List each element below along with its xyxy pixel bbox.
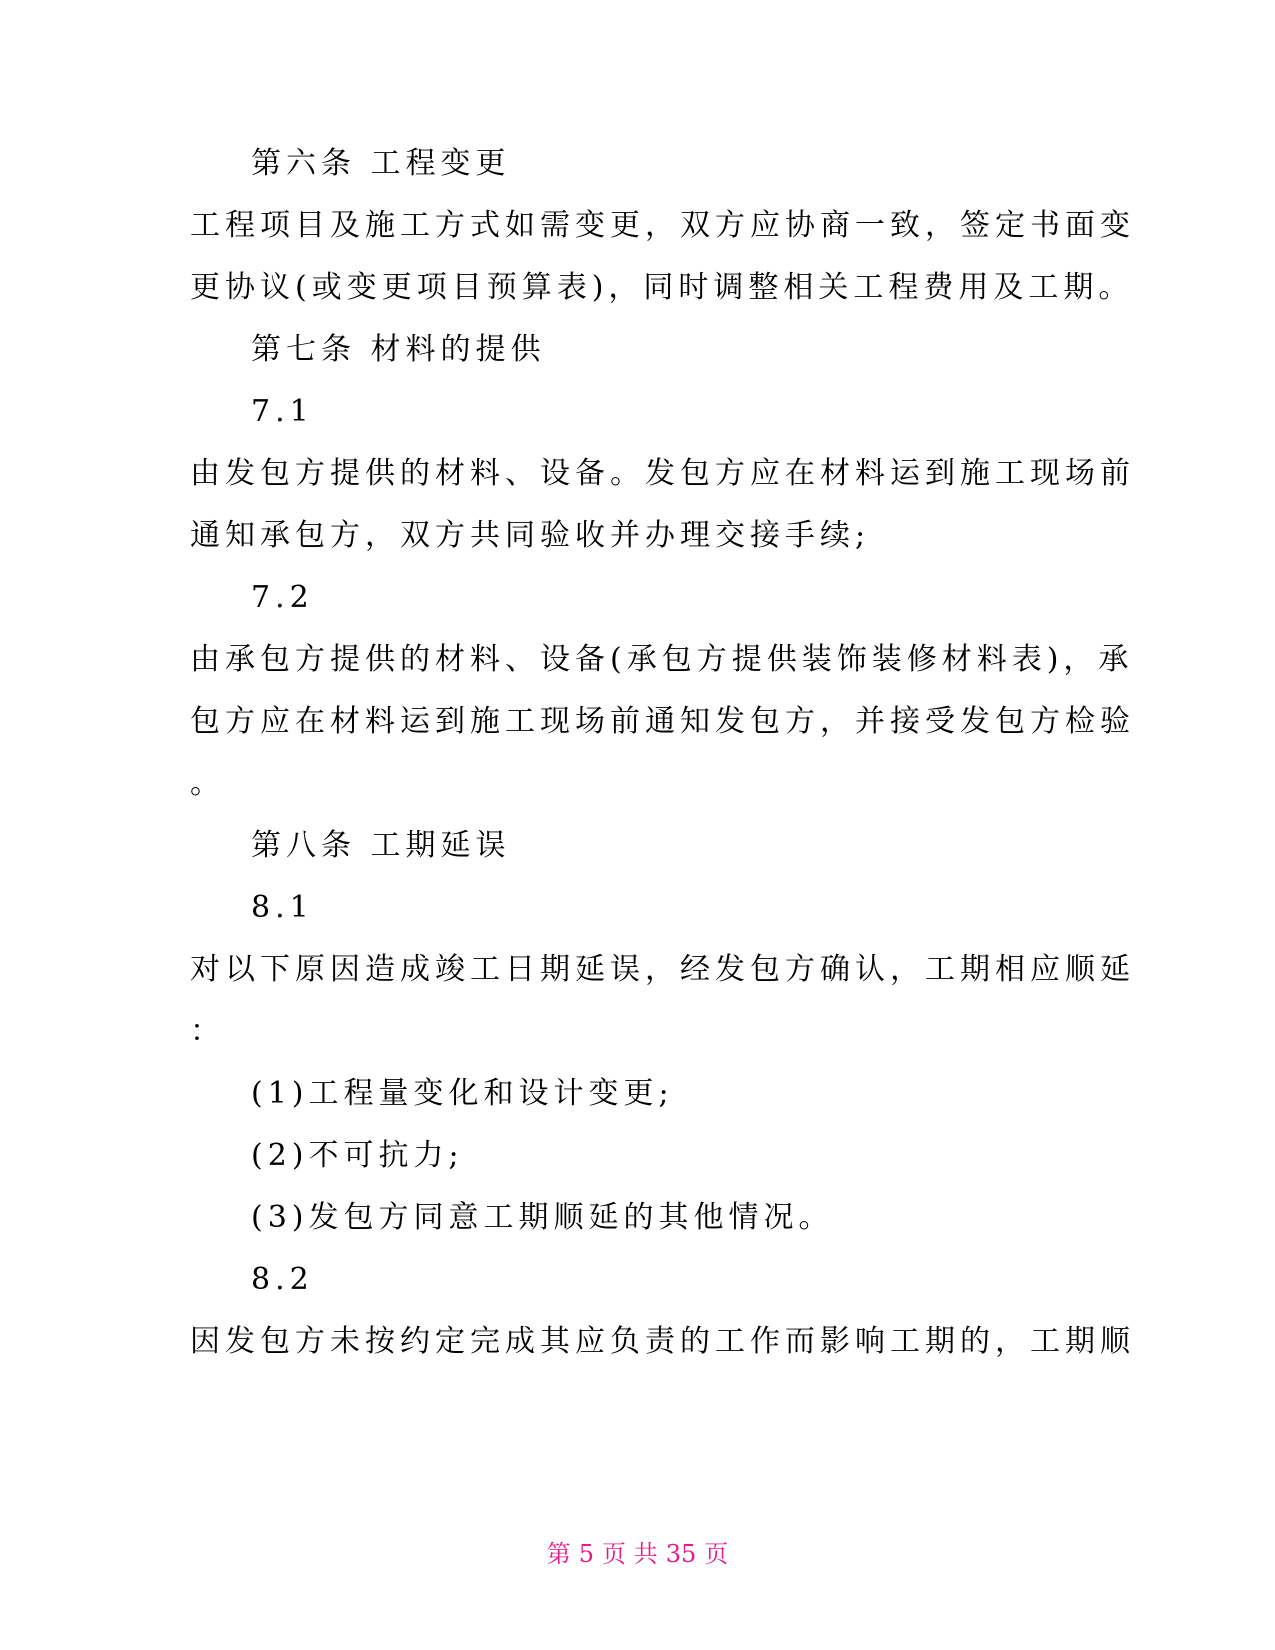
paragraph-line: 由承包方提供的材料、设备(承包方提供装饰装修材料表)，承 xyxy=(190,642,1134,677)
paragraph-line: 通知承包方，双方共同验收并办理交接手续; xyxy=(190,518,871,553)
article-6-heading: 第六条 工程变更 xyxy=(251,146,511,181)
footer-suffix: 页 xyxy=(704,1540,729,1568)
list-item: (3)发包方同意工期顺延的其他情况。 xyxy=(251,1200,834,1235)
paragraph-line: 工程项目及施工方式如需变更，双方应协商一致，签定书面变 xyxy=(190,208,1135,243)
paragraph-line: 由发包方提供的材料、设备。发包方应在材料运到施工现场前 xyxy=(190,456,1135,491)
list-item: (2)不可抗力; xyxy=(251,1138,464,1173)
clause-number: 8.1 xyxy=(251,890,314,925)
clause-number: 7.2 xyxy=(251,580,314,615)
clause-number: 7.1 xyxy=(251,394,314,429)
paragraph-line: 对以下原因造成竣工日期延误，经发包方确认，工期相应顺延 xyxy=(190,952,1135,987)
paragraph-line: 。 xyxy=(190,766,225,801)
article-8-heading: 第八条 工期延误 xyxy=(251,828,511,863)
footer-current-page: 5 xyxy=(578,1540,595,1568)
paragraph-line: ： xyxy=(190,1014,225,1049)
footer-middle: 页 共 xyxy=(602,1540,658,1568)
page-footer xyxy=(0,1538,1275,1570)
paragraph-line: 包方应在材料运到施工现场前通知发包方，并接受发包方检验 xyxy=(190,704,1135,739)
footer-total-pages: 35 xyxy=(665,1540,697,1568)
footer-prefix: 第 xyxy=(546,1540,571,1568)
list-item: (1)工程量变化和设计变更; xyxy=(251,1076,674,1111)
paragraph-line: 更协议(或变更项目预算表)，同时调整相关工程费用及工期。 xyxy=(190,270,1134,305)
clause-number: 8.2 xyxy=(251,1262,314,1297)
paragraph-line: 因发包方未按约定完成其应负责的工作而影响工期的，工期顺 xyxy=(190,1324,1135,1359)
article-7-heading: 第七条 材料的提供 xyxy=(251,332,546,367)
